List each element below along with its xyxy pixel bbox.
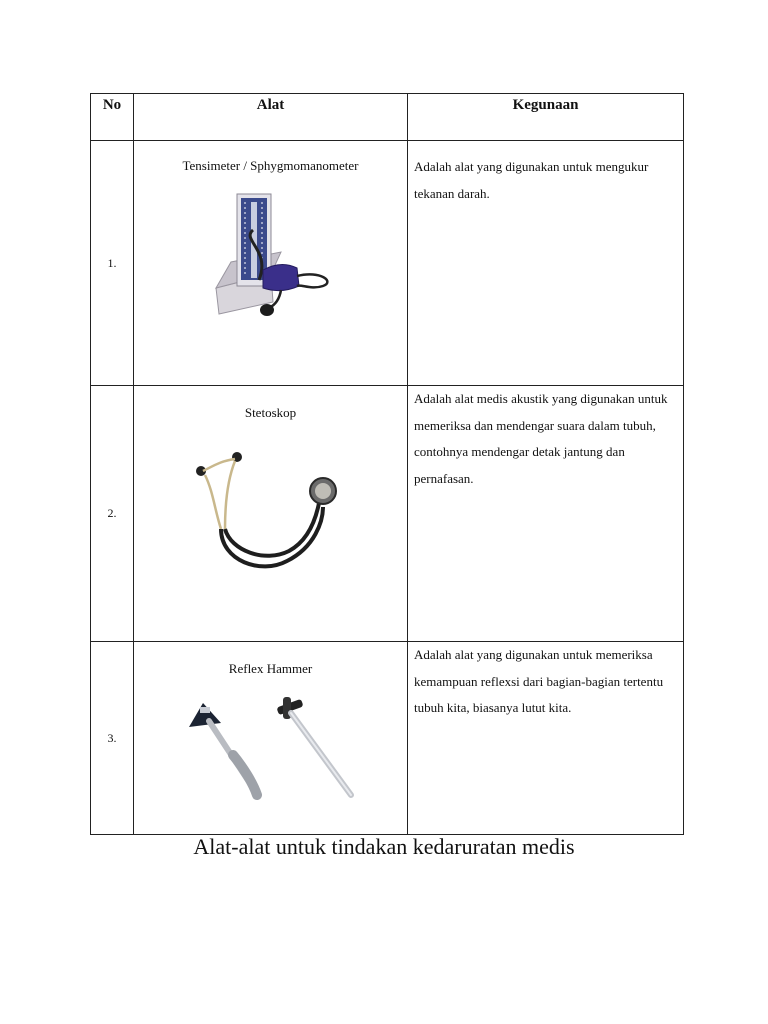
table-row (91, 642, 684, 835)
header-alat: Alat (134, 94, 408, 141)
header-no: No (91, 94, 134, 141)
table-header-row (91, 94, 684, 141)
tool-name: Reflex Hammer (228, 661, 313, 676)
equipment-table (90, 93, 684, 835)
tool-name: Stetoskop (244, 405, 297, 420)
reflex-hammer-image (181, 691, 361, 803)
table-caption: Alat-alat untuk tindakan kedaruratan medis (193, 834, 575, 859)
stethoscope-image (191, 451, 351, 581)
table-row (91, 386, 684, 642)
sphygmomanometer-image (201, 190, 341, 320)
table-row (91, 141, 684, 386)
row-number: 1. (91, 141, 134, 386)
row-number: 3. (91, 642, 134, 835)
tool-cell (134, 386, 408, 642)
tool-name: Tensimeter / Sphygmomanometer (182, 158, 359, 173)
row-number: 2. (91, 386, 134, 642)
header-kegunaan: Kegunaan (408, 94, 684, 141)
usage-cell: Adalah alat yang digunakan untuk mengukur tekanan darah. (408, 141, 684, 386)
tool-cell (134, 642, 408, 835)
usage-cell: Adalah alat yang digunakan untuk memeriksa kemampuan reflexsi dari bagian-bagian tertentu tubuh kita, biasanya lutut kita. (408, 642, 684, 835)
tool-cell (134, 141, 408, 386)
usage-cell: Adalah alat medis akustik yang digunakan untuk memeriksa dan mendengar suara dalam tubuh, contohnya mendengar detak jantung dan pernafasan. (408, 386, 684, 642)
